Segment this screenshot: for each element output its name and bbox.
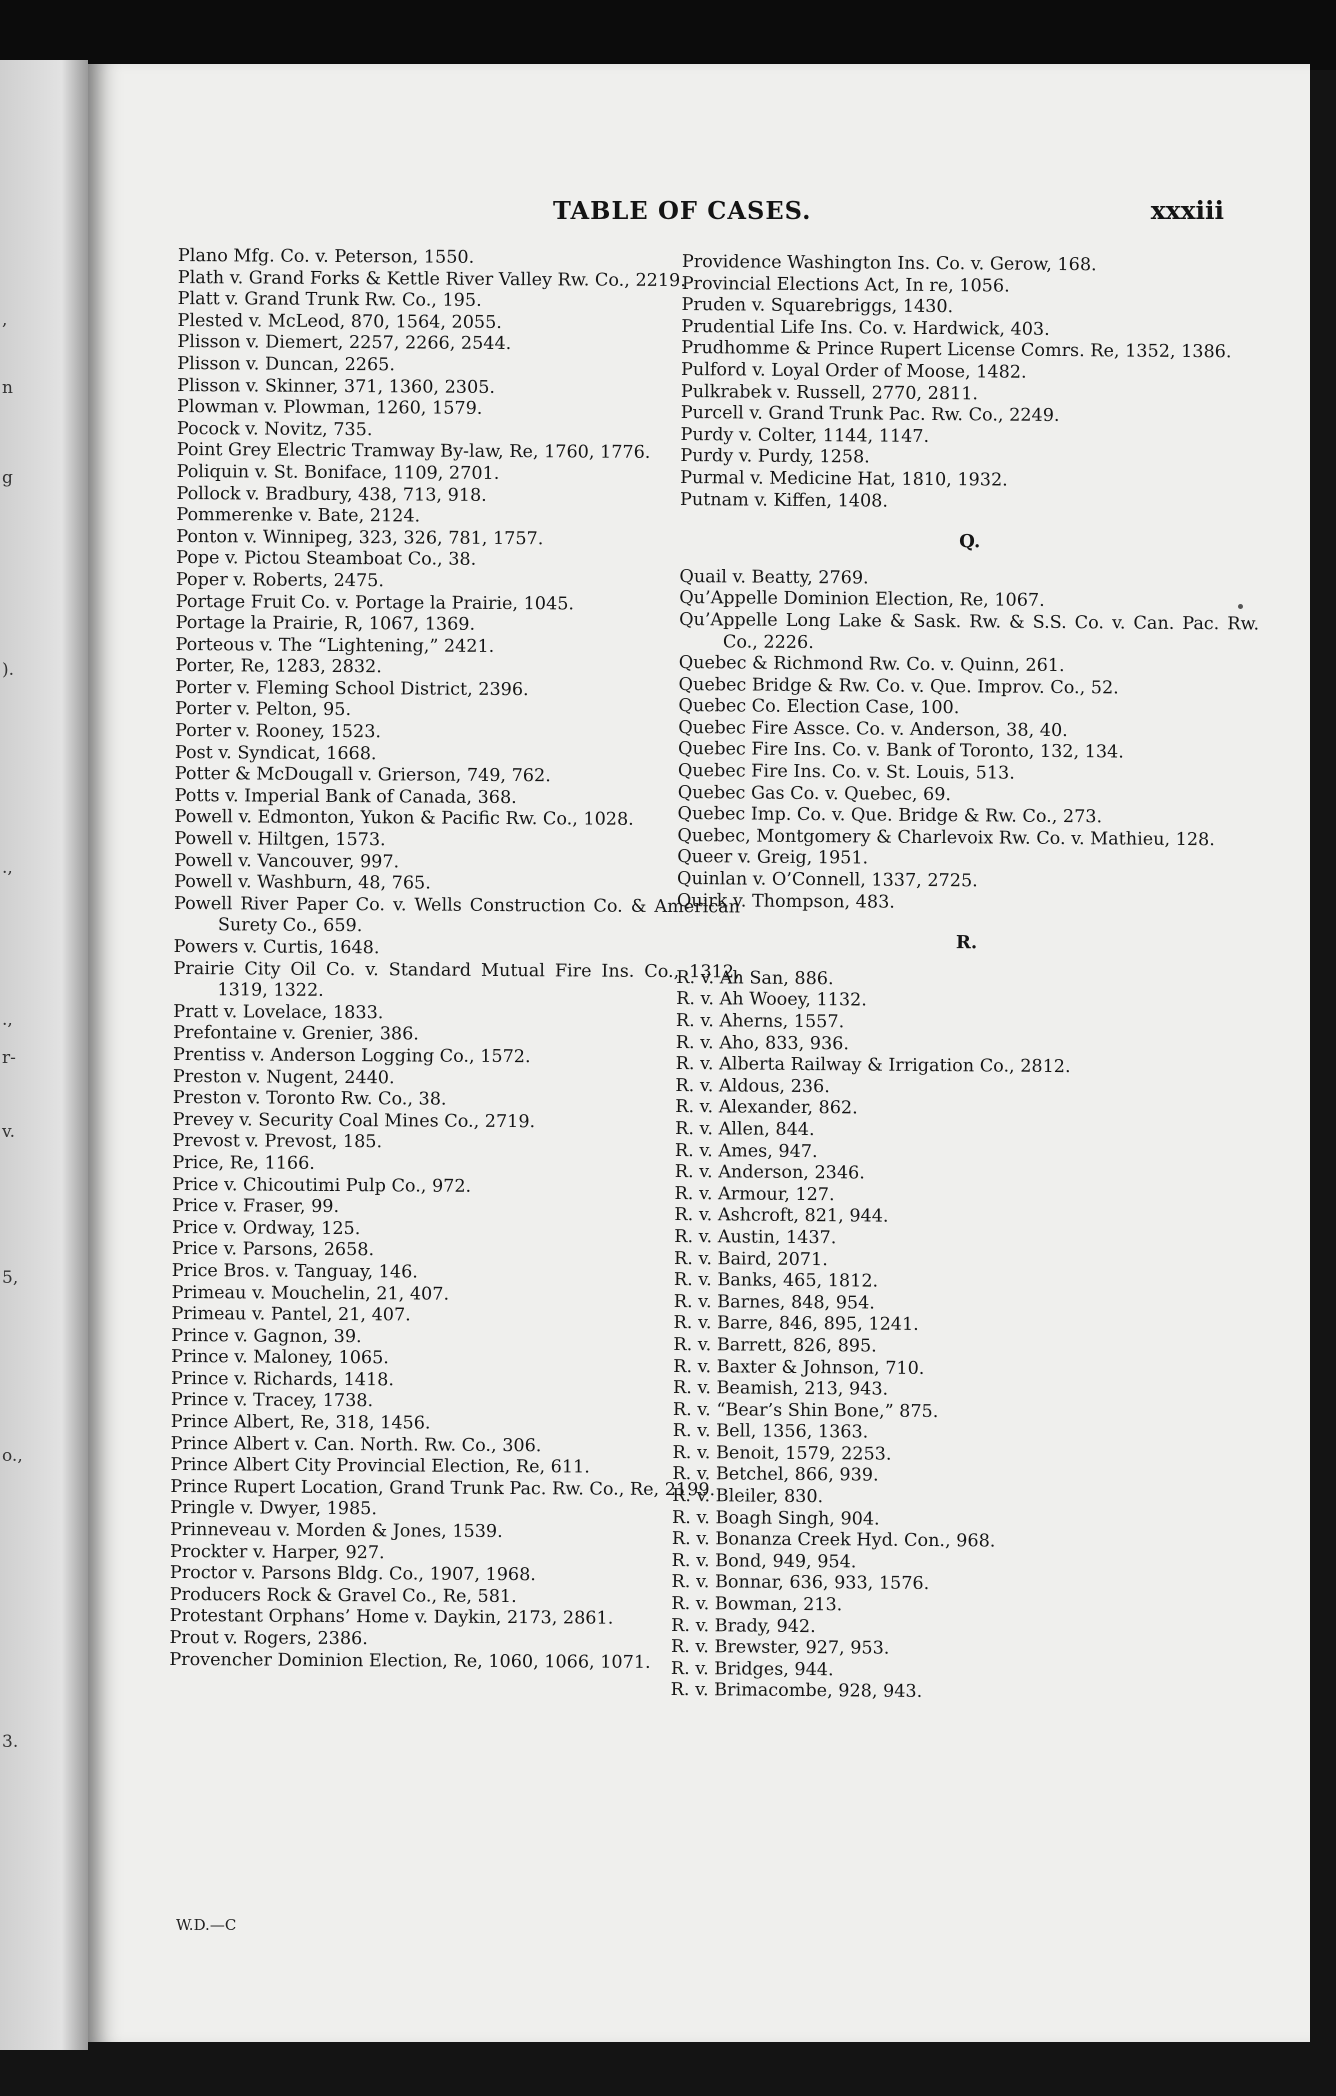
case-entry: Pulkrabek v. Russell, 2770, 2811. xyxy=(680,381,979,404)
case-entry: Prairie City Oil Co. v. Standard Mutual Fire Ins. Co., 1312, 1319, 1322. xyxy=(173,958,740,1002)
case-entry: Price v. Fraser, 99. xyxy=(172,1196,340,1218)
case-entry: Powell v. Hiltgen, 1573. xyxy=(174,829,386,851)
case-entry: Prince v. Tracey, 1738. xyxy=(170,1390,374,1412)
case-entry: Purdy v. Purdy, 1258. xyxy=(680,446,870,468)
case-entry: Providence Washington Ins. Co. v. Gerow, 168. xyxy=(681,252,1097,276)
case-entry: R. v. Aherns, 1557. xyxy=(675,1010,845,1033)
case-entry: Prudhomme & Prince Rupert License Comrs. Re, 1352, 1386. xyxy=(681,338,1232,363)
case-entry: Prince v. Richards, 1418. xyxy=(171,1368,395,1391)
case-entry: Pocock v. Novitz, 735. xyxy=(176,418,373,440)
margin-fragment: v. xyxy=(2,1122,15,1142)
margin-fragment: o., xyxy=(2,1446,23,1466)
case-entry: Potts v. Imperial Bank of Canada, 368. xyxy=(174,785,517,808)
case-entry: Prevost v. Prevost, 185. xyxy=(172,1131,383,1153)
case-entry: R. v. Austin, 1437. xyxy=(674,1226,837,1249)
case-entry: Price v. Ordway, 125. xyxy=(171,1217,361,1239)
case-entry: R. v. Barnes, 848, 954. xyxy=(673,1291,876,1314)
case-entry: Preston v. Nugent, 2440. xyxy=(172,1066,395,1088)
case-entry: Plath v. Grand Forks & Kettle River Valley Rw. Co., 2219. xyxy=(177,267,686,291)
case-entry: Pollock v. Bradbury, 438, 713, 918. xyxy=(176,483,487,506)
case-entry: Prevey v. Security Coal Mines Co., 2719. xyxy=(172,1109,536,1132)
book-page xyxy=(88,64,1310,2042)
case-entry: R. v. Brewster, 927, 953. xyxy=(670,1637,890,1659)
case-entry: Plisson v. Skinner, 371, 1360, 2305. xyxy=(177,375,496,398)
case-entry: Porter v. Pelton, 95. xyxy=(175,699,352,721)
case-entry: R. v. Bonnar, 636, 933, 1576. xyxy=(671,1572,930,1595)
case-entry: Primeau v. Pantel, 21, 407. xyxy=(171,1304,411,1326)
footer-signature: W.D.—C xyxy=(176,1916,237,1934)
page-header xyxy=(88,196,1310,226)
case-entry: Powers v. Curtis, 1648. xyxy=(173,936,380,959)
case-entry: Pringle v. Dwyer, 1985. xyxy=(170,1498,378,1520)
case-entry: R. v. Benoit, 1579, 2253. xyxy=(672,1442,892,1465)
case-entry: Price, Re, 1166. xyxy=(172,1152,316,1174)
case-entry: Powell v. Washburn, 48, 765. xyxy=(174,872,431,894)
page-number: xxxiii xyxy=(1150,196,1224,225)
margin-fragment: ., xyxy=(2,1010,13,1030)
margin-fragment: 5, xyxy=(2,1268,19,1288)
case-entry: Prince Albert, Re, 318, 1456. xyxy=(170,1412,431,1434)
case-entry: Prince v. Maloney, 1065. xyxy=(171,1347,390,1369)
case-entry: R. v. Barre, 846, 895, 1241. xyxy=(673,1313,919,1336)
case-entry: R. v. Bond, 949, 954. xyxy=(671,1550,857,1573)
case-entry: R. v. Allen, 844. xyxy=(675,1118,815,1141)
case-entry: Price v. Parsons, 2658. xyxy=(171,1239,375,1261)
case-entry: Quebec Co. Election Case, 100. xyxy=(678,696,960,719)
case-entry: Quirk v. Thompson, 483. xyxy=(676,890,895,913)
case-entry: Poper v. Roberts, 2475. xyxy=(175,569,385,592)
case-entry: R. v. Bowman, 213. xyxy=(671,1593,843,1616)
case-entry: R. v. Banks, 465, 1812. xyxy=(673,1270,879,1292)
case-entry: Quail v. Beatty, 2769. xyxy=(679,566,869,589)
case-entry: Purcell v. Grand Trunk Pac. Rw. Co., 2249. xyxy=(680,403,1060,427)
case-entry: Queer v. Greig, 1951. xyxy=(677,847,869,869)
case-entry: Qu’Appelle Dominion Election, Re, 1067. xyxy=(679,588,1045,612)
case-entry: Quebec Bridge & Rw. Co. v. Que. Improv. Co., 52. xyxy=(678,674,1119,699)
case-entry: Prince Albert v. Can. North. Rw. Co., 306. xyxy=(170,1433,542,1456)
case-entry: R. v. Baxter & Johnson, 710. xyxy=(673,1356,925,1379)
case-entry: R. v. Bridges, 944. xyxy=(670,1658,834,1681)
case-entry: Prockter v. Harper, 927. xyxy=(169,1541,385,1563)
case-entry: Portage la Prairie, R, 1067, 1369. xyxy=(175,613,476,635)
case-entry: Protestant Orphans’ Home v. Daykin, 2173, 2861. xyxy=(169,1606,614,1630)
case-entry: Plowman v. Plowman, 1260, 1579. xyxy=(176,397,483,420)
section-heading-q: Q. xyxy=(959,531,981,553)
case-entry: Post v. Syndicat, 1668. xyxy=(174,742,377,764)
case-entry: R. v. Bonanza Creek Hyd. Con., 968. xyxy=(671,1529,996,1552)
case-entry: Portage Fruit Co. v. Portage la Prairie, 1045. xyxy=(175,591,575,614)
margin-fragment: n xyxy=(2,378,13,398)
q-entries xyxy=(677,567,1260,917)
case-entry: R. v. Alberta Railway & Irrigation Co., 2812. xyxy=(675,1054,1071,1078)
case-entry: Price v. Chicoutimi Pulp Co., 972. xyxy=(172,1174,472,1197)
margin-fragment: g xyxy=(2,468,13,488)
p-entries xyxy=(680,252,1262,516)
case-entry: Prefontaine v. Grenier, 386. xyxy=(173,1023,419,1045)
case-entry: Quebec Fire Assce. Co. v. Anderson, 38, 40. xyxy=(678,717,1068,741)
case-entry: Quebec, Montgomery & Charlevoix Rw. Co. v. Mathieu, 128. xyxy=(677,825,1215,851)
margin-fragment: ). xyxy=(2,660,15,680)
case-entry: Plisson v. Duncan, 2265. xyxy=(177,353,396,376)
case-entry: Pruden v. Squarebriggs, 1430. xyxy=(681,295,954,318)
case-entry: Prince Albert City Provincial Election, Re, 611. xyxy=(170,1455,590,1478)
case-entry: Porter v. Fleming School District, 2396. xyxy=(175,677,529,701)
case-entry: R. v. Boagh Singh, 904. xyxy=(671,1507,880,1530)
margin-fragment: , xyxy=(2,310,8,330)
case-entry: R. v. Anderson, 2346. xyxy=(674,1162,865,1184)
case-entry: Purmal v. Medicine Hat, 1810, 1932. xyxy=(680,467,1008,491)
case-entry: Powell River Paper Co. v. Wells Construction Co. & American Surety Co., 659. xyxy=(173,893,741,937)
case-entry: Plested v. McLeod, 870, 1564, 2055. xyxy=(177,310,502,333)
adjacent-page-edge xyxy=(0,60,88,2050)
case-entry: R. v. Armour, 127. xyxy=(674,1183,835,1205)
margin-fragment: ., xyxy=(2,858,13,878)
case-entry: R. v. Bell, 1356, 1363. xyxy=(672,1421,869,1443)
case-entry: R. v. Bleiler, 830. xyxy=(672,1486,824,1508)
margin-fragment: 3. xyxy=(2,1732,19,1752)
case-entry: Quebec Imp. Co. v. Que. Bridge & Rw. Co., 273. xyxy=(677,804,1103,828)
case-entry: Prout v. Rogers, 2386. xyxy=(169,1627,368,1650)
case-entry: Quebec Fire Ins. Co. v. St. Louis, 513. xyxy=(677,761,1015,784)
case-entry: R. v. Barrett, 826, 895. xyxy=(673,1334,877,1357)
case-entry: R. v. Brady, 942. xyxy=(671,1615,816,1637)
case-entry: Plano Mfg. Co. v. Peterson, 1550. xyxy=(177,246,475,268)
case-entry: Prince Rupert Location, Grand Trunk Pac. Rw. Co., Re, 2199. xyxy=(170,1476,716,1501)
case-entry: Primeau v. Mouchelin, 21, 407. xyxy=(171,1282,450,1305)
case-entry: R. v. Brimacombe, 928, 943. xyxy=(670,1680,923,1703)
right-column xyxy=(671,252,1262,1707)
case-entry: Putnam v. Kiffen, 1408. xyxy=(679,489,889,512)
margin-fragment: r- xyxy=(2,1048,16,1068)
case-entry: Price Bros. v. Tanguay, 146. xyxy=(171,1260,418,1283)
case-entry: Powell v. Vancouver, 997. xyxy=(174,850,400,872)
case-entry: Qu’Appelle Long Lake & Sask. Rw. & S.S. Co. v. Can. Pac. Rw. Co., 2226. xyxy=(679,609,1260,653)
case-entry: R. v. Ah Wooey, 1132. xyxy=(676,989,867,1011)
case-entry: Prentiss v. Anderson Logging Co., 1572. xyxy=(172,1044,531,1068)
case-entry: R. v. Ames, 947. xyxy=(674,1140,818,1162)
case-entry: Preston v. Toronto Rw. Co., 38. xyxy=(172,1088,447,1110)
case-entry: Porteous v. The “Lightening,” 2421. xyxy=(175,634,495,657)
case-entry: R. v. Baird, 2071. xyxy=(674,1248,828,1270)
case-entry: Quinlan v. O’Connell, 1337, 2725. xyxy=(676,869,978,892)
case-entry: Quebec Fire Ins. Co. v. Bank of Toronto, 132, 134. xyxy=(678,739,1124,763)
case-entry: Plisson v. Diemert, 2257, 2266, 2544. xyxy=(177,332,512,355)
case-entry: Poliquin v. St. Boniface, 1109, 2701. xyxy=(176,461,500,484)
case-entry: Quebec Gas Co. v. Quebec, 69. xyxy=(677,782,952,805)
case-entry: Pope v. Pictou Steamboat Co., 38. xyxy=(176,548,477,571)
scan-top-band xyxy=(0,0,1336,70)
case-entry: Pratt v. Lovelace, 1833. xyxy=(173,1001,384,1024)
case-entry: Potter & McDougall v. Grierson, 749, 762. xyxy=(174,764,551,787)
case-entry: R. v. Betchel, 866, 939. xyxy=(672,1464,879,1487)
case-entry: R. v. “Bear’s Shin Bone,” 875. xyxy=(672,1399,939,1422)
case-entry: Quebec & Richmond Rw. Co. v. Quinn, 261. xyxy=(678,653,1065,677)
case-entry: Pulford v. Loyal Order of Moose, 1482. xyxy=(680,359,1027,383)
case-entry: R. v. Beamish, 213, 943. xyxy=(672,1378,889,1400)
case-entry: R. v. Ashcroft, 821, 944. xyxy=(674,1205,889,1227)
case-entry: Platt v. Grand Trunk Rw. Co., 195. xyxy=(177,289,482,312)
case-entry: Producers Rock & Gravel Co., Re, 581. xyxy=(169,1584,517,1607)
case-entry: Porter v. Rooney, 1523. xyxy=(174,721,382,743)
case-entry: Porter, Re, 1283, 2832. xyxy=(175,656,382,678)
case-entry: Point Grey Electric Tramway By-law, Re, 1760, 1776. xyxy=(176,440,651,464)
case-entry: Pommerenke v. Bate, 2124. xyxy=(176,505,421,527)
section-heading-r: R. xyxy=(955,932,978,954)
r-entries xyxy=(671,968,1257,1707)
case-entry: R. v. Alexander, 862. xyxy=(675,1097,858,1119)
case-entry: Proctor v. Parsons Bldg. Co., 1907, 1968. xyxy=(169,1563,536,1586)
case-entry: Prudential Life Ins. Co. v. Hardwick, 403. xyxy=(681,316,1050,340)
case-entry: R. v. Aho, 833, 936. xyxy=(675,1032,850,1054)
case-entry: Prince v. Gagnon, 39. xyxy=(171,1325,362,1347)
case-entry: Provincial Elections Act, In re, 1056. xyxy=(681,273,1010,297)
page-title: TABLE OF CASES. xyxy=(553,196,812,225)
case-entry: Purdy v. Colter, 1144, 1147. xyxy=(680,424,930,447)
left-column xyxy=(169,246,744,1675)
case-entry: Prinneveau v. Morden & Jones, 1539. xyxy=(170,1520,503,1543)
case-entry: Provencher Dominion Election, Re, 1060, 1066, 1071. xyxy=(169,1649,651,1673)
case-entry: R. v. Aldous, 236. xyxy=(675,1075,830,1097)
case-entry: R. v. Ah San, 886. xyxy=(676,967,834,990)
case-entry: Ponton v. Winnipeg, 323, 326, 781, 1757. xyxy=(176,526,544,549)
case-entry: Powell v. Edmonton, Yukon & Pacific Rw. Co., 1028. xyxy=(174,807,634,831)
